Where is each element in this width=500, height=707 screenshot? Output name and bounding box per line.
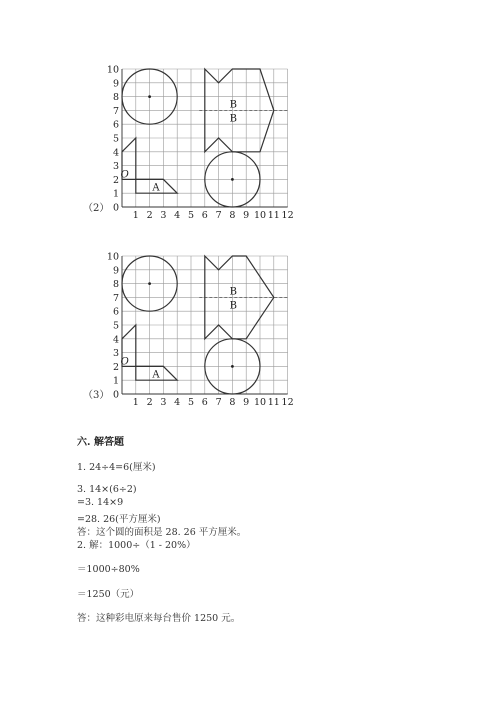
grid-svg [0,242,500,422]
x-tick-label: 4 [174,210,181,221]
figure-label: （3） [83,390,110,401]
y-tick-label: 10 [106,64,119,76]
y-tick-label: 3 [112,161,119,173]
x-tick-label: 6 [201,397,208,408]
x-tick-label: 1 [132,210,139,221]
answer-line: ＝1000÷80% [77,564,140,575]
label-o: O [120,169,129,181]
answer-line: 答：这种彩电原来每台售价 1250 元。 [77,613,241,624]
answer-line: ＝1250（元） [77,589,140,600]
x-tick-label: 10 [253,397,267,408]
x-tick-label: 7 [215,210,222,221]
y-tick-label: 6 [112,306,119,318]
label-a: A [152,182,160,194]
section-title: 六. 解答题 [77,437,124,448]
x-tick-label: 5 [187,397,195,408]
grid-svg [0,55,500,235]
circle-center-dot [231,178,234,181]
x-tick-label: 2 [146,397,153,408]
x-tick-label: 6 [201,210,208,221]
y-tick-label: 7 [112,292,119,304]
x-tick-label: 5 [187,210,195,221]
x-tick-label: 2 [146,210,153,221]
circle-center-dot [148,95,151,98]
answer-line: =28. 26(平方厘米) [77,514,161,525]
y-tick-label: 5 [112,320,119,332]
answer-line: 答：这个圆的面积是 28. 26 平方厘米。 [77,527,247,538]
y-tick-label: 1 [112,188,119,200]
y-tick-label: 9 [112,78,119,90]
answer-line: =3. 14×9 [77,497,124,508]
x-tick-label: 1 [132,397,139,408]
y-tick-label: 8 [112,279,119,291]
x-tick-label: 7 [215,397,222,408]
label-b-lower: B [229,300,237,312]
grid-figure-2 [0,55,500,235]
answer-line: 1. 24÷4=6(厘米) [77,462,156,473]
label-a: A [152,369,160,381]
x-tick-label: 8 [229,397,236,408]
x-tick-label: 3 [160,397,167,408]
label-b-upper: B [229,99,237,111]
origin-label: 0 [112,389,119,401]
answer-line: 2. 解：1000÷（1 - 20%） [77,540,196,551]
label-o: O [120,356,129,368]
figure-label: （2） [83,203,110,214]
x-tick-label: 9 [243,397,250,408]
x-tick-label: 4 [174,397,181,408]
x-tick-label: 8 [229,210,236,221]
y-tick-label: 9 [112,265,119,277]
x-tick-label: 12 [281,397,294,408]
x-tick-label: 11 [267,210,280,221]
answer-line: 3. 14×(6÷2) [77,484,137,495]
y-tick-label: 3 [112,348,119,360]
origin-label: 0 [112,202,119,214]
y-tick-label: 4 [112,147,119,159]
x-tick-label: 11 [267,397,280,408]
x-tick-label: 10 [253,210,267,221]
circle-center-dot [148,282,151,285]
y-tick-label: 1 [112,375,119,387]
x-tick-label: 12 [281,210,294,221]
x-tick-label: 9 [243,210,250,221]
y-tick-label: 6 [112,119,119,131]
x-tick-label: 3 [160,210,167,221]
circle-center-dot [231,365,234,368]
y-tick-label: 2 [112,174,119,186]
y-tick-label: 5 [112,133,119,145]
label-b-upper: B [229,286,237,298]
label-b-lower: B [229,113,237,125]
y-tick-label: 2 [112,361,119,373]
y-tick-label: 10 [106,251,119,263]
y-tick-label: 4 [112,334,119,346]
grid-figure-3 [0,242,500,422]
y-tick-label: 7 [112,105,119,117]
y-tick-label: 8 [112,92,119,104]
